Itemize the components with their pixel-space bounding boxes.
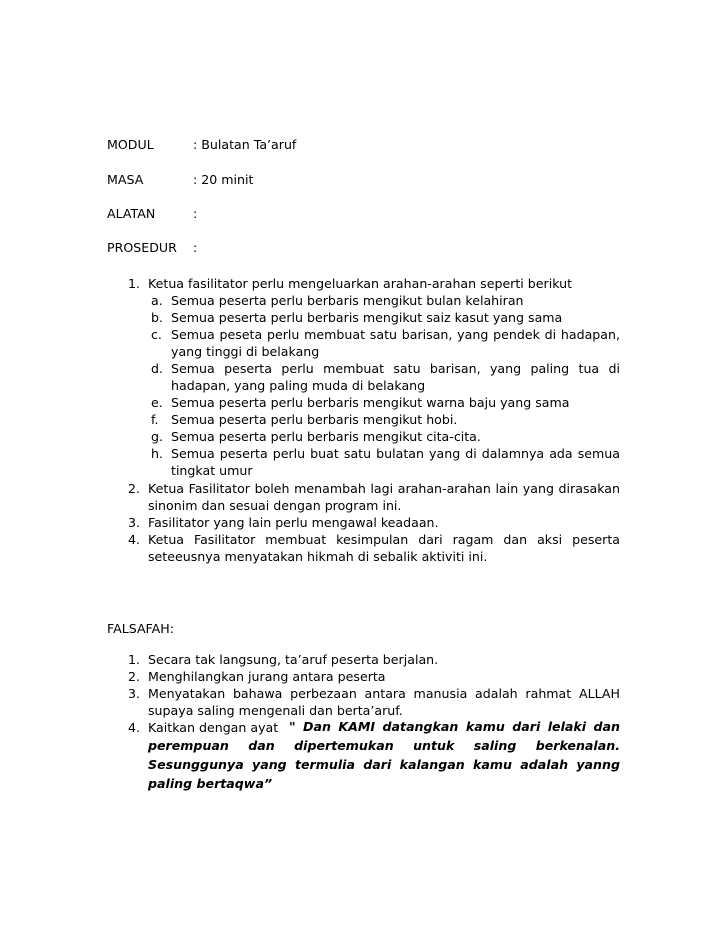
- sub-item-h-line-2: tingkat umur: [171, 463, 253, 478]
- prosedur-item-4-line-1: Ketua Fasilitator membuat kesimpulan dari ragam dan aksi peserta: [148, 532, 620, 547]
- prosedur-item-3-text: Fasilitator yang lain perlu mengawal keadaan.: [148, 515, 439, 530]
- sub-item-c-letter: c.: [151, 327, 162, 342]
- sub-item-a-text: Semua peserta perlu berbaris mengikut bulan kelahiran: [171, 293, 524, 308]
- falsafah-heading: FALSAFAH:: [107, 621, 174, 636]
- sub-item-e-text: Semua peserta perlu berbaris mengikut warna baju yang sama: [171, 395, 570, 410]
- sub-item-d-letter: d.: [151, 361, 163, 376]
- sub-item-g-text: Semua peserta perlu berbaris mengikut cita-cita.: [171, 429, 481, 444]
- sub-item-b-text: Semua peserta perlu berbaris mengikut saiz kasut yang sama: [171, 310, 563, 325]
- falsafah-item-2-text: Menghilangkan jurang antara peserta: [148, 669, 386, 684]
- falsafah-item-3-number: 3.: [128, 686, 141, 701]
- falsafah-item-3-line-1: Menyatakan bahawa perbezaan antara manusia adalah rahmat ALLAH: [148, 686, 620, 701]
- falsafah-item-4-lead: Kaitkan dengan ayat: [148, 720, 279, 735]
- quote-line-1: " Dan KAMI datangkan kamu dari lelaki dan: [289, 719, 620, 734]
- modul-label: MODUL: [107, 137, 154, 152]
- sub-item-d-line-1: Semua peserta perlu membuat satu barisan, yang paling tua di: [171, 361, 620, 376]
- prosedur-item-4-number: 4.: [128, 532, 141, 547]
- sub-item-a-letter: a.: [151, 293, 163, 308]
- prosedur-item-1-text: Ketua fasilitator perlu mengeluarkan arahan-arahan seperti berikut: [148, 276, 573, 291]
- prosedur-item-2-line-1: Ketua Fasilitator boleh menambah lagi arahan-arahan lain yang dirasakan: [148, 481, 620, 496]
- prosedur-item-4-line-2: seteeusnya menyatakan hikmah di sebalik aktiviti ini.: [148, 549, 488, 564]
- quote-line-3: Sesunggunya yang termulia dari kalangan kamu adalah yanng: [148, 757, 620, 772]
- falsafah-item-2-number: 2.: [128, 669, 141, 684]
- sub-item-g-letter: g.: [151, 429, 163, 444]
- sub-item-f-letter: f.: [151, 412, 159, 427]
- sub-item-f-text: Semua peserta perlu berbaris mengikut hobi.: [171, 412, 458, 427]
- prosedur-label: PROSEDUR: [107, 240, 177, 255]
- prosedur-item-3-number: 3.: [128, 515, 141, 530]
- prosedur-item-2-line-2: sinonim dan sesuai dengan program ini.: [148, 498, 402, 513]
- sub-item-h-letter: h.: [151, 446, 163, 461]
- masa-label: MASA: [107, 172, 144, 187]
- alatan-label: ALATAN: [107, 206, 156, 221]
- sub-item-h-line-1: Semua peserta perlu buat satu bulatan yang di dalamnya ada semua: [171, 446, 620, 461]
- modul-value: : Bulatan Ta’aruf: [193, 137, 297, 152]
- sub-item-d-line-2: hadapan, yang paling muda di belakang: [171, 378, 426, 393]
- falsafah-item-1-text: Secara tak langsung, ta’aruf peserta berjalan.: [148, 652, 439, 667]
- falsafah-item-1-number: 1.: [128, 652, 141, 667]
- sub-item-e-letter: e.: [151, 395, 163, 410]
- falsafah-item-4-number: 4.: [128, 720, 141, 735]
- alatan-value: :: [193, 206, 198, 221]
- masa-value: : 20 minit: [193, 172, 254, 187]
- sub-item-b-letter: b.: [151, 310, 163, 325]
- prosedur-item-1-number: 1.: [128, 276, 141, 291]
- quote-line-4: paling bertaqwa”: [148, 776, 273, 791]
- falsafah-item-3-line-2: supaya saling mengenali dan berta’aruf.: [148, 703, 403, 718]
- prosedur-value: :: [193, 240, 198, 255]
- prosedur-item-2-number: 2.: [128, 481, 141, 496]
- sub-item-c-line-1: Semua peseta perlu membuat satu barisan, yang pendek di hadapan,: [171, 327, 620, 342]
- quote-line-2: perempuan dan dipertemukan untuk saling berkenalan.: [148, 738, 620, 753]
- sub-item-c-line-2: yang tinggi di belakang: [171, 344, 320, 359]
